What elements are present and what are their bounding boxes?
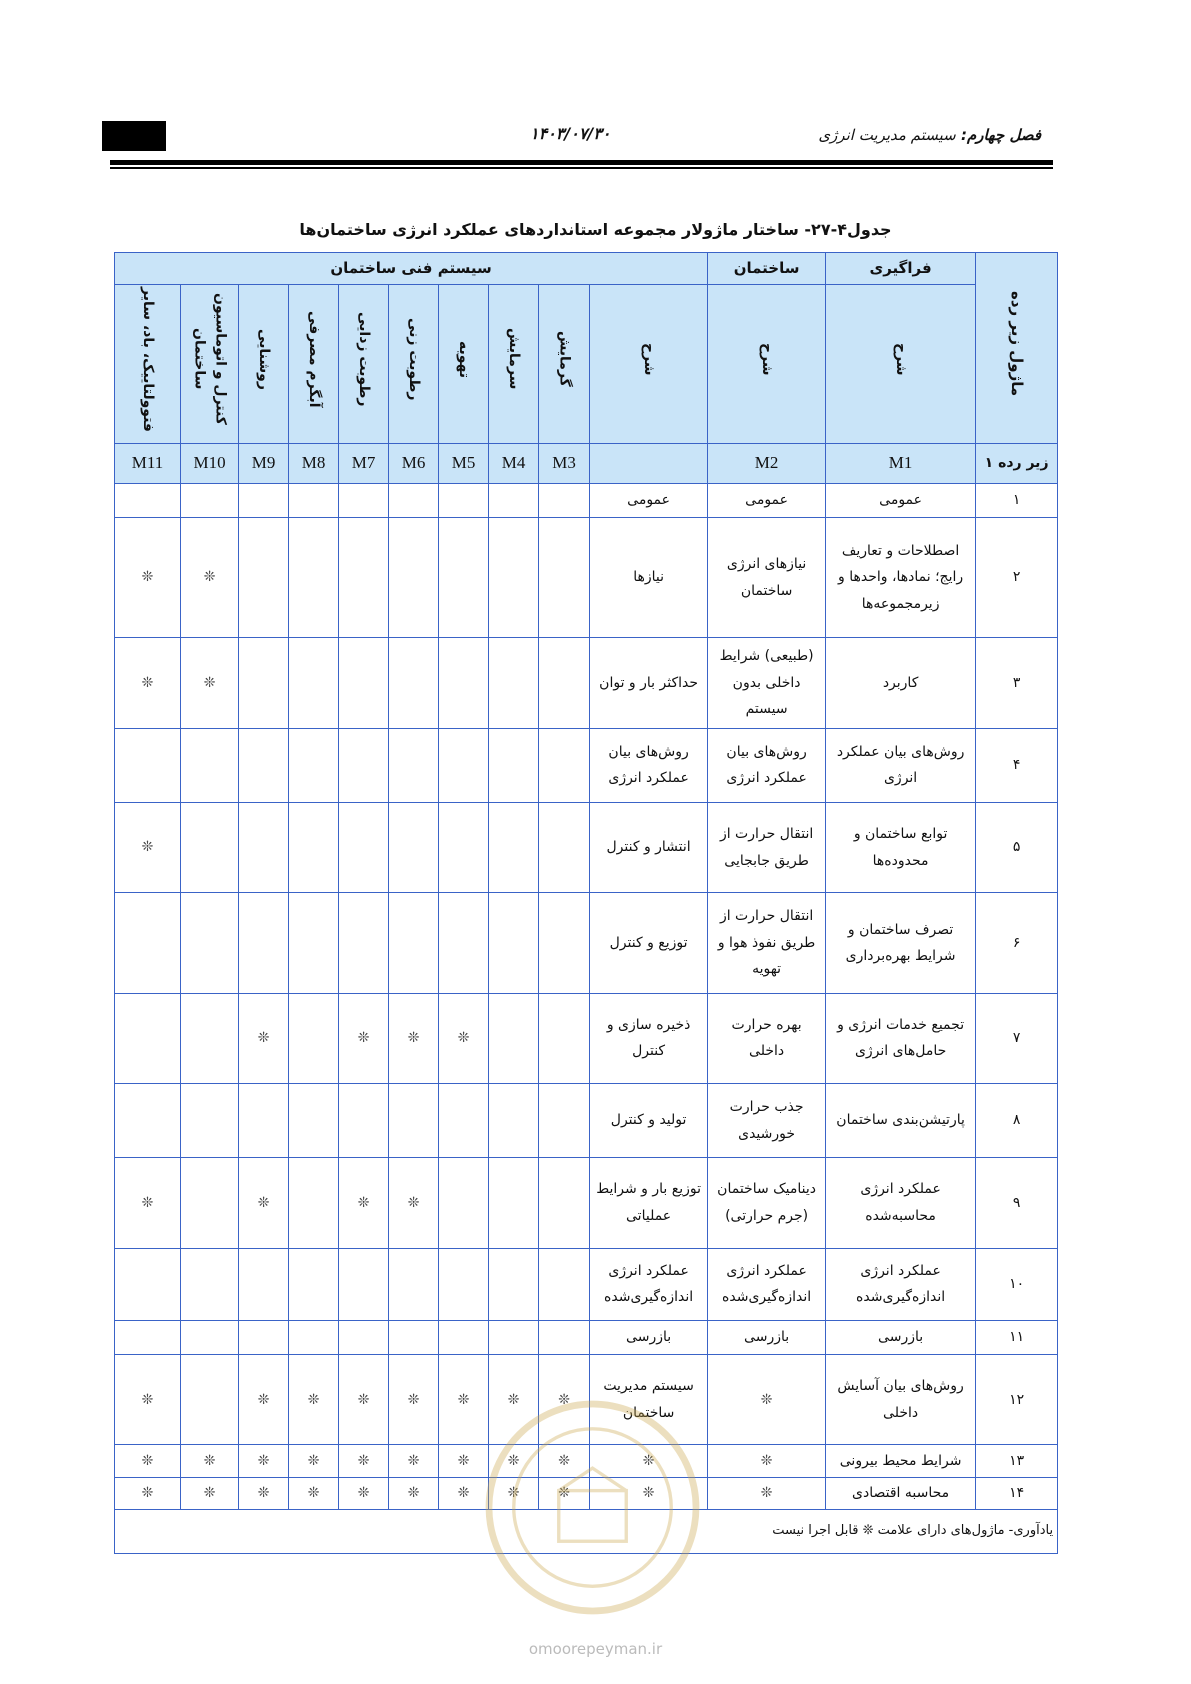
star-mark: ❊ bbox=[115, 1477, 181, 1509]
star-mark: ❊ bbox=[539, 1445, 590, 1477]
group-header-row bbox=[115, 253, 1058, 285]
star-mark: ❊ bbox=[590, 1445, 708, 1477]
code-tech-blank bbox=[590, 443, 708, 483]
chapter-title: فصل چهارم: سیستم مدیریت انرژی bbox=[818, 126, 1041, 144]
row-number: ۵ bbox=[976, 803, 1058, 893]
page-number-box bbox=[102, 121, 166, 151]
row-number: ۱۲ bbox=[976, 1355, 1058, 1445]
tech-cell: عمومی bbox=[590, 483, 708, 517]
table-row bbox=[115, 638, 1058, 728]
row-number: ۱۳ bbox=[976, 1445, 1058, 1477]
table-title: جدول۴-۲۷- ساختار ماژولار مجموعه استانداردهای عملکرد انرژی ساختمان‌ها bbox=[299, 220, 892, 239]
row-number: ۱۴ bbox=[976, 1477, 1058, 1509]
star-mark: ❊ bbox=[239, 1158, 289, 1248]
star-mark: ❊ bbox=[289, 1477, 339, 1509]
star-mark: ❊ bbox=[489, 1355, 539, 1445]
system-header-dehumidification: رطوبت زدایی bbox=[339, 285, 389, 444]
seal-emblem-roof bbox=[559, 1468, 627, 1491]
code-m3: M3 bbox=[539, 443, 590, 483]
footer-site: omoorepeyman.ir bbox=[528, 1640, 663, 1658]
star-mark: ❊ bbox=[339, 1355, 389, 1445]
star-mark: ❊ bbox=[708, 1477, 826, 1509]
star-mark: ❊ bbox=[289, 1445, 339, 1477]
tech-cell: ذخیره سازی و کنترل bbox=[590, 993, 708, 1083]
row-number: ۴ bbox=[976, 728, 1058, 802]
star-mark: ❊ bbox=[708, 1445, 826, 1477]
m1-cell: روش‌های بیان آسایش داخلی bbox=[826, 1355, 976, 1445]
star-mark: ❊ bbox=[181, 1477, 239, 1509]
star-mark: ❊ bbox=[389, 1477, 439, 1509]
table-row bbox=[115, 483, 1058, 517]
code-m2: M2 bbox=[708, 443, 826, 483]
m2-cell: دینامیک ساختمان (جرم حرارتی) bbox=[708, 1158, 826, 1248]
m1-cell: عملکرد انرژی اندازه‌گیری‌شده bbox=[826, 1248, 976, 1320]
tech-cell: حداکثر بار و توان bbox=[590, 638, 708, 728]
m1-cell: شرایط محیط بیرونی bbox=[826, 1445, 976, 1477]
row-number: ۹ bbox=[976, 1158, 1058, 1248]
table-row bbox=[115, 993, 1058, 1083]
system-header-heating: گرمایش bbox=[539, 285, 590, 444]
m1-cell: توابع ساختمان و محدوده‌ها bbox=[826, 803, 976, 893]
code-m1: M1 bbox=[826, 443, 976, 483]
tech-cell: تولید و کنترل bbox=[590, 1084, 708, 1158]
star-mark: ❊ bbox=[339, 1158, 389, 1248]
m1-cell: عمومی bbox=[826, 483, 976, 517]
m2-cell: انتقال حرارت از طریق جابجایی bbox=[708, 803, 826, 893]
system-header-ventilation: تهویه bbox=[439, 285, 489, 444]
seal-inner-ring bbox=[514, 1429, 672, 1587]
code-sub: زیر رده ۱ bbox=[976, 443, 1058, 483]
star-mark: ❊ bbox=[539, 1477, 590, 1509]
table-row bbox=[115, 1158, 1058, 1248]
description-header-row bbox=[115, 285, 1058, 444]
m1-cell: روش‌های بیان عملکرد انرژی bbox=[826, 728, 976, 802]
technical-group-header: سیستم فنی ساختمان bbox=[115, 253, 708, 285]
m1-cell: کاربرد bbox=[826, 638, 976, 728]
code-m9: M9 bbox=[239, 443, 289, 483]
star-mark: ❊ bbox=[239, 993, 289, 1083]
seal-emblem bbox=[559, 1491, 627, 1542]
m1-cell: پارتیشن‌بندی ساختمان bbox=[826, 1084, 976, 1158]
code-m7: M7 bbox=[339, 443, 389, 483]
m2-cell: روش‌های بیان عملکرد انرژی bbox=[708, 728, 826, 802]
module-col-header: ماژول زیر رده bbox=[976, 253, 1058, 444]
tech-cell: توزیع و کنترل bbox=[590, 893, 708, 993]
star-mark: ❊ bbox=[389, 1445, 439, 1477]
star-mark: ❊ bbox=[115, 1355, 181, 1445]
header-date: ۱۴۰۳/۰۷/۳۰ bbox=[530, 124, 611, 143]
star-mark: ❊ bbox=[339, 993, 389, 1083]
tech-cell: عملکرد انرژی اندازه‌گیری‌شده bbox=[590, 1248, 708, 1320]
code-m5: M5 bbox=[439, 443, 489, 483]
star-mark: ❊ bbox=[389, 993, 439, 1083]
m2-cell: بهره حرارت داخلی bbox=[708, 993, 826, 1083]
star-mark: ❊ bbox=[115, 517, 181, 637]
row-number: ۱ bbox=[976, 483, 1058, 517]
row-number: ۷ bbox=[976, 993, 1058, 1083]
star-mark: ❊ bbox=[115, 803, 181, 893]
row-number: ۱۰ bbox=[976, 1248, 1058, 1320]
table-row bbox=[115, 893, 1058, 993]
m1-cell: اصطلاحات و تعاریف رایج؛ نمادها، واحدها و زیرمجموعه‌ها bbox=[826, 517, 976, 637]
row-number: ۲ bbox=[976, 517, 1058, 637]
system-header-cooling: سرمایش bbox=[489, 285, 539, 444]
star-mark: ❊ bbox=[115, 638, 181, 728]
star-mark: ❊ bbox=[708, 1355, 826, 1445]
code-m8: M8 bbox=[289, 443, 339, 483]
code-m6: M6 bbox=[389, 443, 439, 483]
table-note: یادآوری- ماژول‌های دارای علامت ❊ قابل اجرا نیست bbox=[115, 1509, 1058, 1553]
table-row bbox=[115, 728, 1058, 802]
m1-cell: بازرسی bbox=[826, 1321, 976, 1355]
desc-header-m1: شرح bbox=[826, 285, 976, 444]
m2-cell: عمومی bbox=[708, 483, 826, 517]
star-mark: ❊ bbox=[181, 638, 239, 728]
code-m4: M4 bbox=[489, 443, 539, 483]
m1-cell: تجمیع خدمات انرژی و حامل‌های انرژی bbox=[826, 993, 976, 1083]
m1-cell: تصرف ساختمان و شرایط بهره‌برداری bbox=[826, 893, 976, 993]
table-row bbox=[115, 1084, 1058, 1158]
tech-cell: روش‌های بیان عملکرد انرژی bbox=[590, 728, 708, 802]
tech-cell: نیازها bbox=[590, 517, 708, 637]
star-mark: ❊ bbox=[115, 1445, 181, 1477]
system-header-humidification: رطوبت زنی bbox=[389, 285, 439, 444]
star-mark: ❊ bbox=[239, 1477, 289, 1509]
m1-cell: عملکرد انرژی محاسبه‌شده bbox=[826, 1158, 976, 1248]
table-row bbox=[115, 803, 1058, 893]
star-mark: ❊ bbox=[590, 1477, 708, 1509]
star-mark: ❊ bbox=[439, 993, 489, 1083]
star-mark: ❊ bbox=[115, 1158, 181, 1248]
system-header-pv-wind: فتوولتاییک، باد، سایر bbox=[115, 285, 181, 444]
star-mark: ❊ bbox=[439, 1445, 489, 1477]
tech-cell: توزیع بار و شرایط عملیاتی bbox=[590, 1158, 708, 1248]
row-number: ۳ bbox=[976, 638, 1058, 728]
system-header-automation: کنترل و اتوماسیون ساختمان bbox=[181, 285, 239, 444]
star-mark: ❊ bbox=[489, 1445, 539, 1477]
general-group-header: فراگیری bbox=[826, 253, 976, 285]
row-number: ۱۱ bbox=[976, 1321, 1058, 1355]
star-mark: ❊ bbox=[239, 1355, 289, 1445]
star-mark: ❊ bbox=[389, 1355, 439, 1445]
tech-cell: انتشار و کنترل bbox=[590, 803, 708, 893]
m2-cell: انتقال حرارت از طریق نفوذ هوا و تهویه bbox=[708, 893, 826, 993]
star-mark: ❊ bbox=[339, 1445, 389, 1477]
header-rule-thin bbox=[110, 167, 1053, 169]
row-number: ۶ bbox=[976, 893, 1058, 993]
m2-cell: عملکرد انرژی اندازه‌گیری‌شده bbox=[708, 1248, 826, 1320]
desc-header-tech: شرح bbox=[590, 285, 708, 444]
tech-cell: سیستم مدیریت ساختمان bbox=[590, 1355, 708, 1445]
building-group-header: ساختمان bbox=[708, 253, 826, 285]
tech-cell: بازرسی bbox=[590, 1321, 708, 1355]
m2-cell: جذب حرارت خورشیدی bbox=[708, 1084, 826, 1158]
table-row bbox=[115, 1321, 1058, 1355]
star-mark: ❊ bbox=[489, 1477, 539, 1509]
star-mark: ❊ bbox=[439, 1355, 489, 1445]
seal-watermark bbox=[480, 1395, 705, 1620]
star-mark: ❊ bbox=[389, 1158, 439, 1248]
system-header-hot-water: آبگرم مصرفی bbox=[289, 285, 339, 444]
m1-cell: محاسبه اقتصادی bbox=[826, 1477, 976, 1509]
table-row bbox=[115, 1248, 1058, 1320]
m2-cell: (طبیعی) شرایط داخلی بدون سیستم bbox=[708, 638, 826, 728]
desc-header-m2: شرح bbox=[708, 285, 826, 444]
star-mark: ❊ bbox=[239, 1445, 289, 1477]
star-mark: ❊ bbox=[181, 517, 239, 637]
m2-cell: بازرسی bbox=[708, 1321, 826, 1355]
star-mark: ❊ bbox=[439, 1477, 489, 1509]
seal-outer-ring bbox=[489, 1404, 696, 1611]
code-m10: M10 bbox=[181, 443, 239, 483]
table-row bbox=[115, 517, 1058, 637]
star-mark: ❊ bbox=[339, 1477, 389, 1509]
star-mark: ❊ bbox=[289, 1355, 339, 1445]
star-mark: ❊ bbox=[539, 1355, 590, 1445]
star-mark: ❊ bbox=[181, 1445, 239, 1477]
m2-cell: نیازهای انرژی ساختمان bbox=[708, 517, 826, 637]
system-header-lighting: روشنایی bbox=[239, 285, 289, 444]
modular-structure-table bbox=[114, 252, 1058, 1554]
code-m11: M11 bbox=[115, 443, 181, 483]
page-header bbox=[0, 0, 1191, 170]
module-code-row bbox=[115, 443, 1058, 483]
row-number: ۸ bbox=[976, 1084, 1058, 1158]
header-rule-thick bbox=[110, 160, 1053, 165]
